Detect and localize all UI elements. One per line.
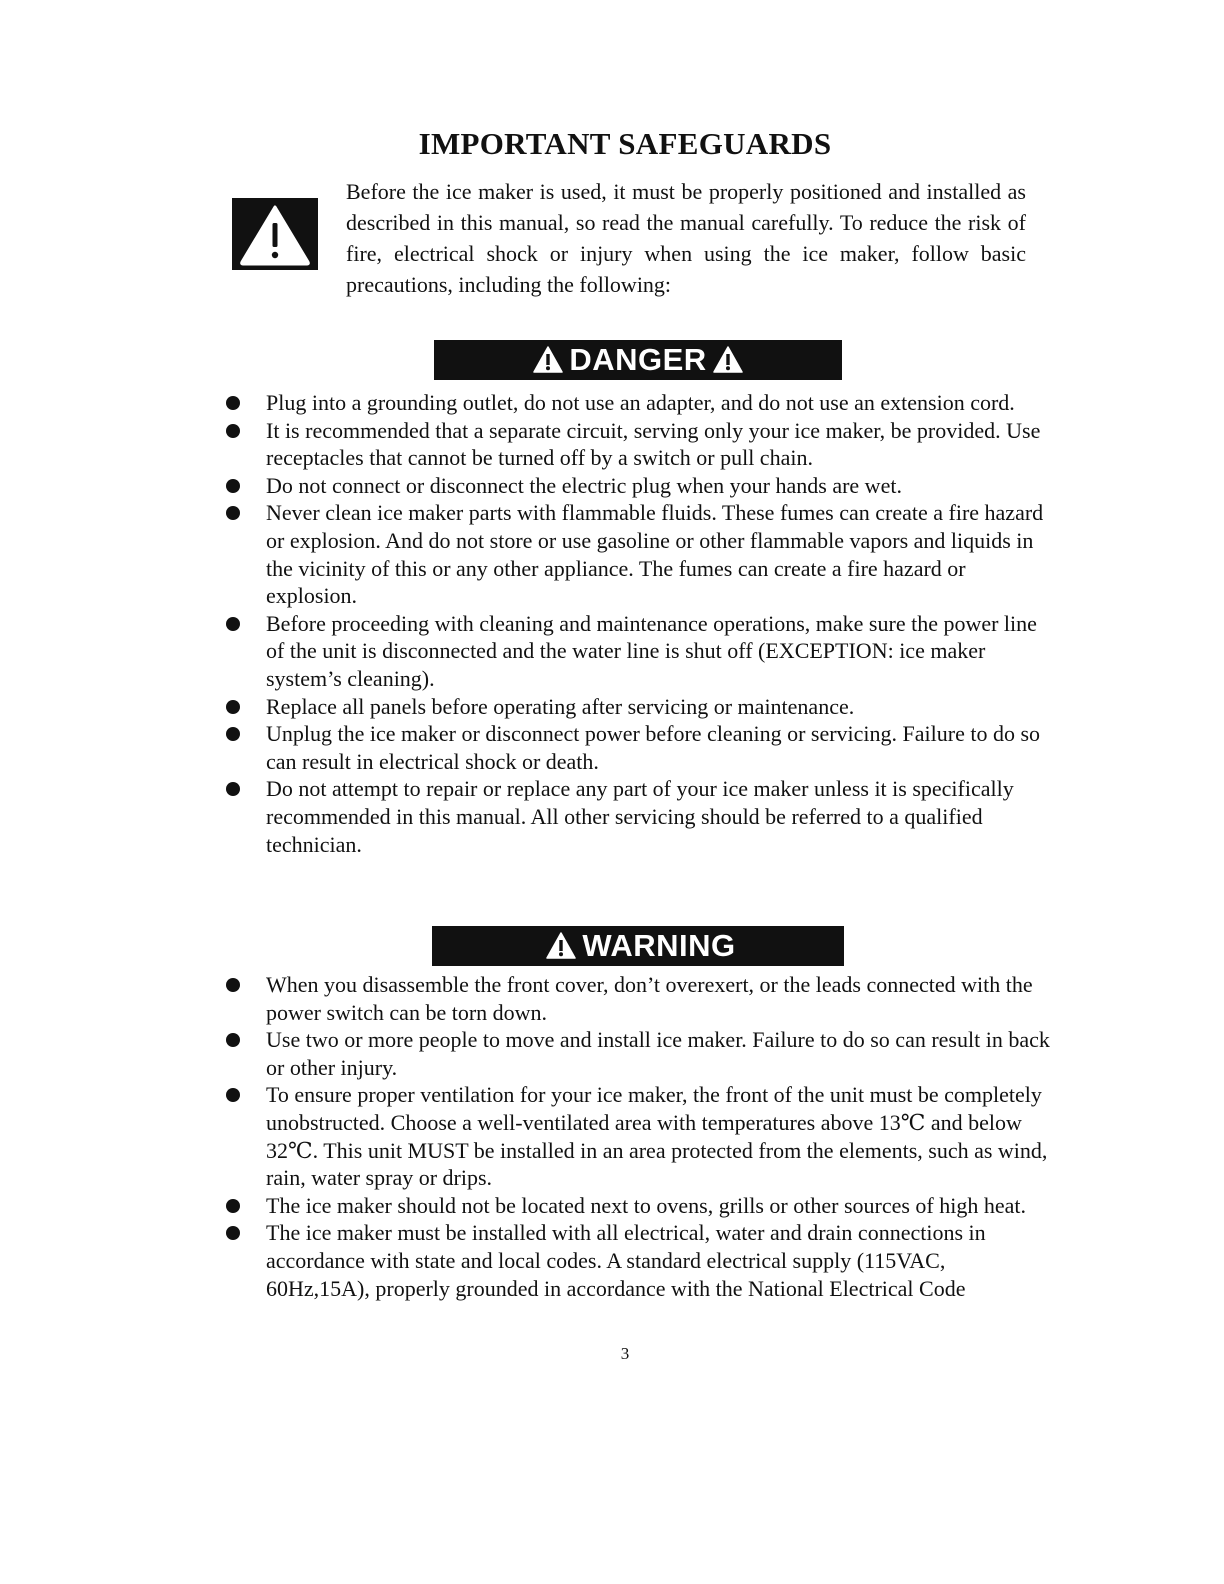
list-item: Do not connect or disconnect the electric plug when your hands are wet. <box>0 472 1224 500</box>
alert-triangle-icon <box>713 346 743 374</box>
danger-banner <box>434 340 842 380</box>
list-item: Before proceeding with cleaning and maintenance operations, make sure the power line of the unit is disconnected and the water line is shut off (EXCEPTION: ice maker system’s cleaning). <box>0 610 1224 693</box>
intro-paragraph: Before the ice maker is used, it must be properly positioned and installed as described in this manual, so read the manual carefully. To reduce the risk of fire, electrical shock or injury when using the ice maker, follow basic precautions, including the following: <box>346 179 1026 297</box>
list-item: The ice maker must be installed with all electrical, water and drain connections in accordance with state and local codes. A standard electrical supply (115VAC, 60Hz,15A), properly grounded in accordance with the National Electrical Code <box>0 1219 1224 1302</box>
bullet-dot-icon <box>226 782 240 796</box>
bullet-dot-icon <box>226 1199 240 1213</box>
bullet-dot-icon <box>226 700 240 714</box>
bullet-dot-icon <box>226 479 240 493</box>
list-item: It is recommended that a separate circuit, serving only your ice maker, be provided. Use receptacles that cannot be turned off by a switch or pull chain. <box>0 417 1224 472</box>
bullet-dot-icon <box>226 978 240 992</box>
bullet-dot-icon <box>226 424 240 438</box>
page-number: 3 <box>620 1344 630 1363</box>
bullet-dot-icon <box>226 1033 240 1047</box>
list-item: Do not attempt to repair or replace any part of your ice maker unless it is specifically recommended in this manual. All other servicing should be referred to a qualified technician. <box>0 775 1224 858</box>
list-item: When you disassemble the front cover, don’t overexert, or the leads connected with the power switch can be torn down. <box>0 971 1224 1026</box>
warning-label: WARNING <box>582 928 736 963</box>
list-item: Replace all panels before operating after servicing or maintenance. <box>0 693 1224 721</box>
bullet-dot-icon <box>226 1226 240 1240</box>
alert-triangle-icon <box>546 932 576 960</box>
bullet-dot-icon <box>226 506 240 520</box>
danger-label: DANGER <box>569 342 707 377</box>
alert-triangle-icon <box>533 346 563 374</box>
bullet-dot-icon <box>226 1088 240 1102</box>
warning-triangle-icon <box>232 198 318 270</box>
bullet-dot-icon <box>226 617 240 631</box>
danger-list <box>0 389 1224 858</box>
bullet-dot-icon <box>226 727 240 741</box>
bullet-dot-icon <box>226 396 240 410</box>
list-item: Never clean ice maker parts with flammable fluids. These fumes can create a fire hazard or explosion. And do not store or use gasoline or other flammable vapors and liquids in the vicinity of this or any other appliance. The fumes can create a fire hazard or explosion. <box>0 499 1224 609</box>
warning-banner <box>432 926 844 966</box>
list-item: Unplug the ice maker or disconnect power before cleaning or servicing. Failure to do so can result in electrical shock or death. <box>0 720 1224 775</box>
list-item: Plug into a grounding outlet, do not use an adapter, and do not use an extension cord. <box>0 389 1224 417</box>
list-item: The ice maker should not be located next to ovens, grills or other sources of high heat. <box>0 1192 1224 1220</box>
warning-list <box>0 971 1224 1302</box>
list-item: To ensure proper ventilation for your ice maker, the front of the unit must be completely unobstructed. Choose a well-ventilated area with temperatures above 13℃ and below 32℃. This unit MUST be installed in an area protected from the elements, such as wind, rain, water spray or drips. <box>0 1081 1224 1191</box>
list-item: Use two or more people to move and install ice maker. Failure to do so can result in back or other injury. <box>0 1026 1224 1081</box>
page-title: IMPORTANT SAFEGUARDS <box>418 126 832 161</box>
